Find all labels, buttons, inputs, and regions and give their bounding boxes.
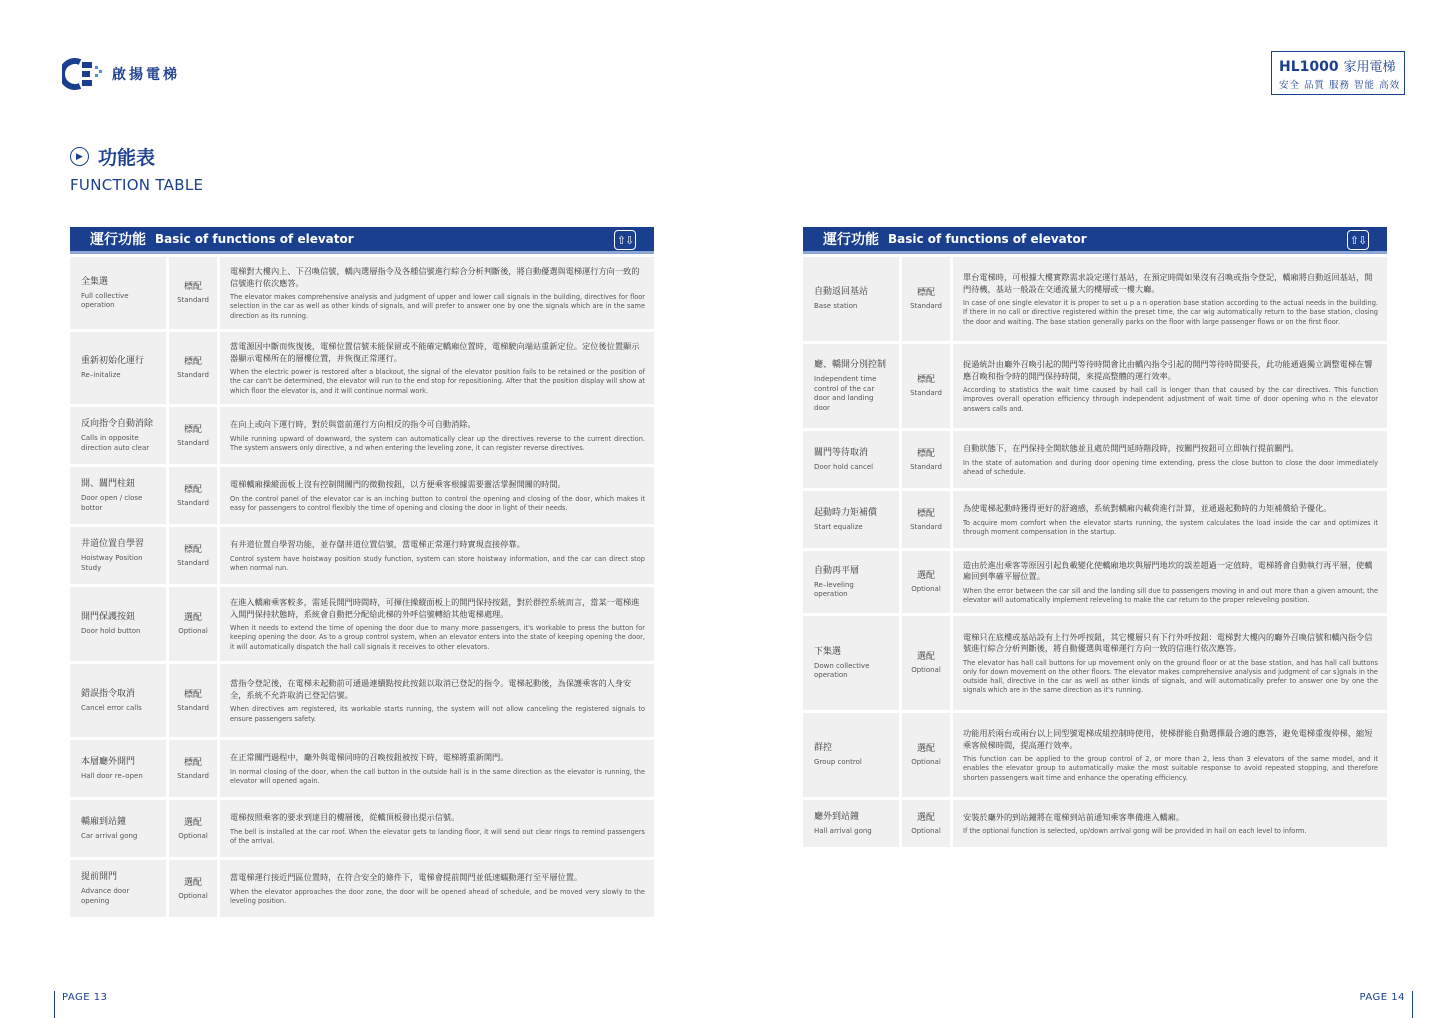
description-cell	[220, 664, 654, 737]
table-row	[70, 407, 654, 464]
function-name-cell	[803, 800, 899, 847]
function-name-cell	[803, 491, 899, 548]
config-cell	[902, 257, 950, 341]
config-en: Optional	[911, 758, 941, 766]
description-en: This function can be applied to the group control of 2, or more than 2, less than 3 elevators of the same model, and it enables the elevator group to automatically make the most suitable response to avoid repeated stopping, and therefore shorten passengers wait time and enhance the operating efficiency.	[963, 755, 1378, 782]
config-cn: 標配	[916, 375, 935, 385]
function-name-cell	[803, 713, 899, 797]
function-name-cn: 廳、轎開分別控制	[814, 360, 887, 370]
table-row	[70, 257, 654, 329]
description-cn: 在正常關門過程中，廳外與電梯同時的召喚按鈕被按下時，電梯將重新開門。	[230, 752, 509, 763]
description-cell	[953, 800, 1387, 847]
config-cell	[902, 344, 950, 428]
function-name-en: Re–leveling operation	[814, 580, 854, 598]
table-header-en: Basic of functions of elevator	[888, 232, 1087, 246]
config-cell	[902, 491, 950, 548]
table-row	[803, 431, 1387, 488]
description-cn: 當電源因中斷而恢復後，電梯位置信號未能保留或不能確定轎廂位置時，電梯駛向端站重新定位。定位後位置顯示器顯示電梯所在的層樓位置，并恢復正常運行。	[230, 341, 640, 363]
table-row	[803, 713, 1387, 797]
description-cn: 電梯按照乘客的要求到達目的樓層後，從轎頂板發出提示信號。	[230, 812, 460, 823]
config-en: Standard	[177, 371, 209, 379]
function-name-en: Hall door re–open	[81, 771, 143, 780]
function-name-en: Base station	[814, 302, 858, 311]
function-name-cell	[70, 587, 166, 661]
function-name-cell	[803, 431, 899, 488]
table-header-cn: 運行功能	[823, 232, 879, 248]
description-cell	[953, 344, 1387, 428]
config-cn: 標配	[183, 357, 202, 367]
description-cell	[220, 257, 654, 329]
description-en: According to statistics the wait time caused by hall call is longer than that caused by the car directives. This function improves overall operation efficiency through independent adjustment of wait time of door opening who n the elevator answers calls and.	[963, 386, 1378, 413]
description-en: In the state of automation and during door opening time extending, press the close button to close the door immediately ahead of schedule.	[963, 458, 1378, 476]
description-cell	[953, 257, 1387, 341]
function-name-cn: 關門等待取消	[814, 447, 869, 458]
description-cell	[220, 740, 654, 797]
description-cell	[953, 491, 1387, 548]
function-name-cell	[70, 332, 166, 404]
config-cn: 標配	[183, 544, 202, 555]
product-model	[1279, 56, 1397, 75]
function-name-cell	[70, 257, 166, 329]
company-logo	[62, 58, 180, 90]
function-name-cn: 自動返回基站	[814, 287, 869, 298]
function-name-cell	[70, 407, 166, 464]
page-title-en: FUNCTION TABLE	[70, 176, 204, 194]
description-cn: 安裝於廳外的到站鐘將在電梯到站前通知乘客準備進入轎廂。	[963, 811, 1185, 822]
table-row	[70, 587, 654, 661]
function-name-en: Down collective operation	[814, 661, 870, 679]
description-cell	[220, 467, 654, 524]
table-body	[70, 257, 654, 917]
table-header-cn: 運行功能	[90, 232, 146, 248]
description-cn: 當電梯運行接近門區位置時，在符合安全的條件下，電梯會提前開門並低速蠕動運行至平層位置。	[230, 872, 583, 883]
description-cell	[220, 332, 654, 404]
description-cell	[953, 616, 1387, 710]
config-cn: 選配	[916, 652, 935, 662]
config-cn: 標配	[916, 288, 935, 298]
function-name-cn: 本層廳外開門	[81, 756, 136, 767]
function-name-cell	[70, 860, 166, 917]
function-name-en: Hoistway Position Study	[81, 554, 143, 572]
function-name-cell	[70, 740, 166, 797]
description-en: When the error between the car sill and the landing sill due to passengers moving in and out more than a given amount, the elevator will automatically implement releveling to make the car return to the proper releveling position.	[963, 586, 1378, 604]
description-cn: 功能用於兩台或兩台以上同型號電梯成組控制時使用，使梯群能自動選擇最合適的應答，避免電梯重復停梯，縮短乘客候梯時間，提高運行效率。	[963, 728, 1373, 750]
function-name-cn: 重新初始化運行	[81, 356, 145, 367]
config-cn: 標配	[183, 757, 202, 768]
config-en: Optional	[178, 891, 208, 900]
logo-text: 啟揚電梯	[112, 67, 180, 83]
function-name-cell	[70, 527, 166, 584]
table-row	[70, 467, 654, 524]
function-name-en: Calls in opposite direction auto clear	[81, 434, 150, 452]
description-cn: 電梯只在底樓或基站設有上行外呼按鈕，其它樓層只有下行外呼按鈕：電梯對大樓內的廳外召喚信號和轎內指令信號進行綜合分析判斷後，將自動優選與電梯運行方向一致的信進行依次應答。	[963, 631, 1373, 654]
description-en: The bell is installed at the car roof. When the elevator gets to landing floor, it will send out clear rings to remind passengers of the arrival.	[230, 827, 645, 845]
table-row	[70, 740, 654, 797]
table-row	[70, 860, 654, 917]
function-name-cn: 井道位置自學習	[81, 539, 145, 549]
description-en: When the electric power is restored after a blackout, the signal of the elevator position fails to be retained or the position of the car can't be determined, the elevator will run to the end stop for repositioning. After that the position display will show at which floor the elevator is, and it will continue normal work.	[230, 368, 645, 395]
logo-mark-icon	[62, 58, 106, 90]
description-en: In case of one single elevator it is proper to set u p a n operation base station according to the actual needs in the building. If there in no call or directive registered within the preset time, the car wig automatically return to the base station, closing the door and waiting. The base station generally parks on the floor with large passenger flows or on the first floor.	[963, 299, 1378, 326]
function-name-cell	[803, 551, 899, 613]
function-name-cn: 反向指令自動消除	[81, 419, 154, 429]
config-en: Optional	[911, 666, 941, 674]
function-name-cell	[803, 616, 899, 710]
description-en: The elevator makes comprehensive analysis and judgment of upper and lower call signals in the building, directives for floor selection in the car as well as other kinds of signals, and will prefer to answer one by one the signals which are in the same direction as its running.	[230, 293, 645, 320]
config-en: Standard	[177, 771, 209, 780]
function-name-cn: 轎廂到站鐘	[81, 816, 127, 827]
config-en: Standard	[177, 438, 209, 447]
config-cell	[902, 616, 950, 710]
description-cn: 電梯轎廂操縱面板上沒有控制開關門的微動按鈕，以方便乘客根據需要靈活掌握開關的時間。	[230, 479, 566, 490]
function-name-en: Door open / close bottor	[81, 494, 143, 512]
table-row	[803, 800, 1387, 847]
config-en: Standard	[910, 302, 942, 310]
description-cell	[220, 587, 654, 661]
config-cell	[169, 587, 217, 661]
description-cn: 捉過統計由廳外召喚引起的開門等待時間會比由轎內指令引起的開門等待時間要長，此功能通過獨立調整電梯在響應召喚和指令時的開門保持時間，來提高整體的運行效率。	[963, 359, 1373, 381]
table-row	[803, 616, 1387, 710]
description-cn: 有井道位置自學習功能，並存儲井道位置信號，當電梯正常運行時實現直接停靠。	[230, 539, 525, 550]
page-number-right: PAGE 14	[1359, 991, 1413, 1018]
function-name-cell	[803, 344, 899, 428]
function-name-en: Door hold button	[81, 627, 141, 636]
table-row	[803, 344, 1387, 428]
play-circle-icon: ▶	[70, 147, 89, 166]
config-cn: 標配	[916, 448, 935, 459]
table-row	[70, 664, 654, 737]
function-name-cn: 自動再平層	[814, 565, 860, 576]
function-name-cell	[803, 257, 899, 341]
description-en: When it needs to extend the time of opening the door due to many more passengers, it's workable to press the button for keeping opening the door. As to a group control system, when an elevator enters into the state of keeping opening the door, it will automatically dispatch the hall call signals it receives to other elevators.	[230, 624, 645, 651]
config-en: Optional	[911, 826, 941, 835]
table-header	[803, 227, 1387, 254]
table-row	[803, 257, 1387, 341]
table-row	[803, 551, 1387, 613]
function-name-en: Re–initalize	[81, 371, 121, 380]
function-name-cn: 群控	[814, 743, 833, 754]
function-name-cell	[70, 467, 166, 524]
description-cell	[953, 431, 1387, 488]
description-en: Control system have hoistway position study function, system can store hoistway information, and the car can direct stop when normal run.	[230, 554, 645, 572]
model-cn: 家用電梯	[1343, 60, 1396, 75]
description-cell	[220, 860, 654, 917]
config-cell	[169, 257, 217, 329]
config-cn: 標配	[183, 282, 202, 292]
page-title-cn: 功能表	[98, 147, 156, 169]
function-name-cn: 下集選	[814, 646, 842, 657]
config-en: Optional	[911, 585, 941, 593]
description-en: To acquire mom comfort when the elevator starts running, the system calculates the load inside the car and optimizes it through moment compensation in the startup.	[963, 518, 1378, 536]
config-cn: 選配	[916, 812, 935, 823]
config-cell	[902, 431, 950, 488]
config-cell	[169, 332, 217, 404]
config-cell	[169, 800, 217, 857]
config-en: Standard	[910, 522, 942, 531]
description-cell	[220, 407, 654, 464]
config-cell	[169, 407, 217, 464]
description-en: In normal closing of the door, when the call button in the outside hall is in the same direction as the elevator is running, the elevator will opened again.	[230, 767, 645, 785]
description-en: When directives am registered, its workable starts running, the system will not allow canceling the registered signals to ensure passengers safety.	[230, 705, 645, 723]
config-cell	[169, 740, 217, 797]
config-cn: 標配	[183, 424, 202, 435]
config-cn: 標配	[916, 508, 935, 519]
config-cell	[902, 713, 950, 797]
config-cell	[902, 800, 950, 847]
description-cn: 造由於進出乘客等原因引起負載變化使轎廂地坎與層門地坎的誤差超過一定值時，電梯將會自動執行再平層，使轎廂回到準確平層位置。	[963, 559, 1373, 582]
description-en: The elevator has hall call buttons for up movement only on the ground floor or at the base station, and has hall call buttons only for down movement on the other floors. The elevator makes comprehensive analysis and judgment of car s]gnals in the outside hall, directive in the car as well as other kinds of signals, and will automatically prefer to answer one by one the signals which are in the same direction as it's running.	[963, 658, 1378, 695]
function-name-en: Advance door opening	[81, 887, 130, 905]
function-name-cell	[70, 664, 166, 737]
function-name-cn: 錯誤指令取消	[81, 688, 136, 699]
table-row	[70, 800, 654, 857]
function-name-en: Independent time control of the car door and landing door	[814, 375, 877, 412]
config-cell	[169, 467, 217, 524]
config-cn: 標配	[183, 484, 202, 495]
elevator-updown-icon: ⇧⇩	[1347, 230, 1369, 250]
config-cn: 選配	[183, 877, 202, 888]
config-cell	[169, 527, 217, 584]
description-cn: 在進入轎廂乘客較多，需延長開門時間時，可揮住操縱面板上的開門保持按鈕，對於群控系統而言，當某一電梯進入開門保持狀態時，系統會自動把分配給此梯的外呼信號轉給其他電梯處理。	[230, 597, 640, 619]
function-name-cn: 廳外到站鐘	[814, 811, 860, 822]
config-en: Standard	[910, 389, 942, 397]
function-name-en: Car arrival gong	[81, 831, 138, 840]
right-function-table	[803, 227, 1387, 847]
function-name-en: Cancel error calls	[81, 703, 142, 712]
title-cn-row	[70, 143, 203, 170]
brand-slogan: 安全 品質 服務 智能 高效	[1279, 80, 1401, 91]
table-row	[70, 527, 654, 584]
function-name-en: Full collective operation	[81, 291, 129, 309]
description-en: If the optional function is selected, up/down arrival gong will be provided in hail on each level to inform.	[963, 827, 1307, 836]
description-en: When the elevator approaches the door zone, the door will be opened ahead of schedule, and be moved very slowly to the leveling position.	[230, 887, 645, 905]
model-en: HL1000	[1279, 59, 1339, 75]
config-cell	[902, 551, 950, 613]
config-cn: 標配	[183, 689, 202, 700]
config-en: Standard	[177, 703, 209, 712]
description-cn: 為使電梯起動時獲得更好的舒適感，系統對轎廂內載荷進行計算，並通過起動時的力矩補償給予優化。	[963, 503, 1332, 514]
page-number-left: PAGE 13	[54, 991, 108, 1018]
config-en: Standard	[177, 558, 209, 567]
description-cn: 自動狀態下，在門保持全開狀態並且處於開門延時階段時，按關門按鈕可立即執行提前關門。	[963, 443, 1299, 454]
config-en: Standard	[177, 296, 209, 304]
description-cell	[220, 800, 654, 857]
description-cell	[220, 527, 654, 584]
config-en: Optional	[178, 627, 208, 635]
config-cell	[169, 664, 217, 737]
description-cell	[953, 551, 1387, 613]
description-cn: 在向上或向下運行時，對於與當前運行方向相反的指令可自動消除。	[230, 419, 476, 430]
function-name-en: Door hold cancel	[814, 462, 874, 471]
function-name-cn: 開門保護按鈕	[81, 612, 136, 623]
description-cn: 單台電梯時，可根據大樓實際需求設定運行基站，在預定時間如果沒有召喚或指令登記，轎廂將自動返回基站，開門待機，基站一般設在交通流量大的樓層或一樓大廳。	[963, 272, 1373, 294]
product-brand-box	[1271, 51, 1405, 95]
config-en: Standard	[177, 498, 209, 507]
config-cell	[169, 860, 217, 917]
description-en: On the control panel of the elevator car is an inching button to control the opening and closing of the door, which makes it easy for passengers to control flexibly the time of opening and closing the door in light of their needs.	[230, 494, 645, 512]
elevator-updown-icon: ⇧⇩	[614, 230, 636, 250]
section-title	[70, 143, 203, 194]
description-cn: 電梯對大樓內上、下召喚信號，轎內選層指令及各種信號進行綜合分析判斷後，將自動優選與電梯運行方向一致的信號進行依次應答。	[230, 266, 640, 288]
description-cn: 當指令登記後，在電梯未起動前可通過連續點按此按鈕以取消已登記的指令。電梯起動後，為保護乘客的人身安全，系統不允許取消已登記信號。	[230, 678, 632, 700]
table-body	[803, 257, 1387, 847]
table-header-en: Basic of functions of elevator	[155, 232, 354, 246]
table-row	[70, 332, 654, 404]
config-cn: 選配	[183, 613, 202, 623]
description-en: While running upward of downward, the system can automatically clear up the directives reverse to the current direction. The system answers only directive, a nd when entering the leveling zone, it can register reverse directives.	[230, 434, 645, 452]
table-header	[70, 227, 654, 254]
function-name-cn: 起動時力矩補償	[814, 507, 878, 518]
function-name-cn: 開、關門柱鈕	[81, 479, 136, 489]
function-name-en: Group control	[814, 758, 862, 767]
config-en: Optional	[178, 831, 208, 840]
config-cn: 選配	[183, 817, 202, 828]
description-cell	[953, 713, 1387, 797]
config-en: Standard	[910, 462, 942, 471]
function-name-cn: 提前開門	[81, 872, 118, 882]
function-name-cell	[70, 800, 166, 857]
function-name-en: Hall arrival gong	[814, 826, 872, 835]
function-name-cn: 全集選	[81, 276, 109, 287]
left-function-table	[70, 227, 654, 917]
config-cn: 選配	[916, 571, 935, 581]
table-row	[803, 491, 1387, 548]
function-name-en: Start equalize	[814, 522, 863, 531]
config-cn: 選配	[916, 744, 935, 754]
